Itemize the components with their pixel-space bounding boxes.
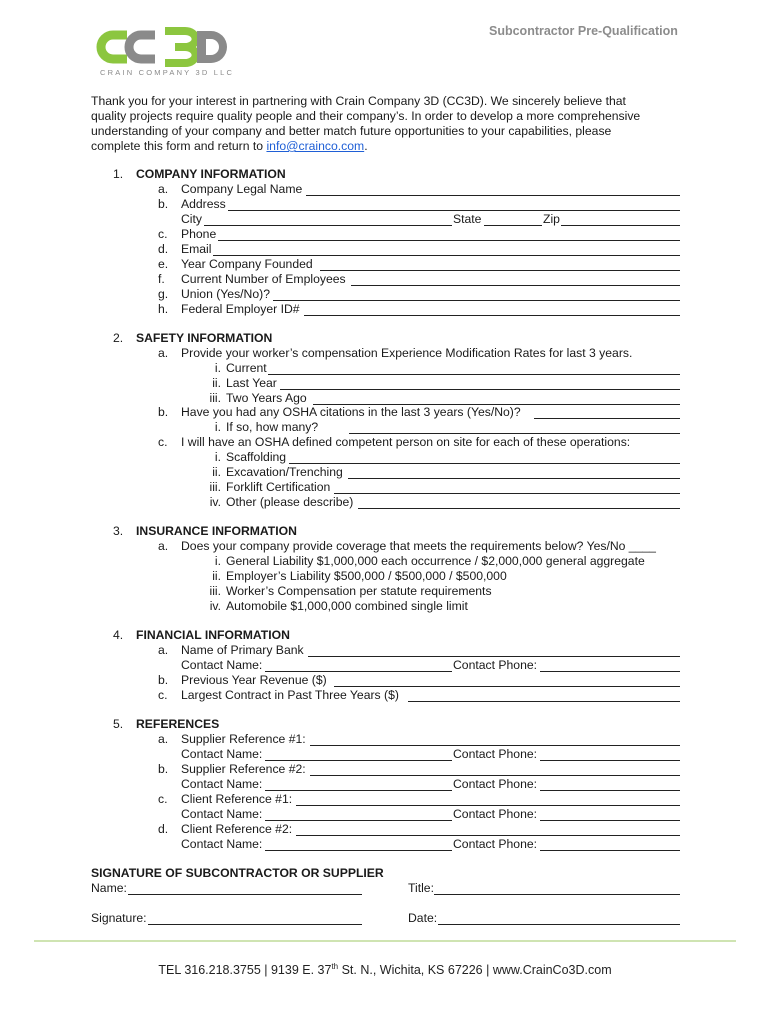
- item-marker: iv.: [209, 495, 221, 509]
- scaffolding-label: Scaffolding: [226, 450, 287, 464]
- client-1-contact-name-field[interactable]: [265, 820, 452, 821]
- workers-comp-text: Worker’s Compensation per statute requirements: [226, 584, 492, 598]
- emr-two-years-label: Two Years Ago: [226, 391, 307, 405]
- contact-phone-label: Contact Phone:: [453, 747, 538, 761]
- item-marker: b.: [158, 673, 169, 687]
- phone-field[interactable]: [218, 240, 680, 241]
- section-4-title: FINANCIAL INFORMATION: [136, 628, 290, 642]
- item-marker: d.: [158, 822, 169, 836]
- general-liability-text: General Liability $1,000,000 each occurrence / $2,000,000 general aggregate: [226, 554, 645, 568]
- supplier-1-contact-name-field[interactable]: [265, 760, 452, 761]
- item-marker: b.: [158, 197, 169, 211]
- signature-field[interactable]: [148, 924, 362, 925]
- contact-phone-label: Contact Phone:: [453, 658, 538, 672]
- item-marker: c.: [158, 435, 168, 449]
- automobile-text: Automobile $1,000,000 combined single limit: [226, 599, 468, 613]
- contact-name-label: Contact Name:: [181, 777, 263, 791]
- client-1-contact-phone-field[interactable]: [540, 820, 680, 821]
- section-3-number: 3.: [113, 524, 124, 538]
- item-marker: b.: [158, 762, 169, 776]
- contact-name-label: Contact Name:: [181, 747, 263, 761]
- item-marker: c.: [158, 227, 168, 241]
- other-field[interactable]: [358, 508, 680, 509]
- title-label: Title:: [408, 881, 434, 895]
- contact-phone-label: Contact Phone:: [453, 807, 538, 821]
- city-field[interactable]: [204, 225, 452, 226]
- email-link[interactable]: info@crainco.com: [266, 139, 365, 153]
- item-marker: g.: [158, 287, 169, 301]
- largest-contract-field[interactable]: [408, 701, 680, 702]
- federal-id-field[interactable]: [304, 315, 680, 316]
- supplier-ref-1-label: Supplier Reference #1:: [181, 732, 306, 746]
- emr-current-field[interactable]: [268, 374, 680, 375]
- contact-name-label: Contact Name:: [181, 837, 263, 851]
- client-ref-2-label: Client Reference #2:: [181, 822, 293, 836]
- item-marker: iv.: [209, 599, 221, 613]
- item-marker: i.: [214, 361, 221, 375]
- document-title: Subcontractor Pre-Qualification: [489, 24, 678, 38]
- other-label: Other (please describe): [226, 495, 354, 509]
- section-4-number: 4.: [113, 628, 124, 642]
- item-marker: c.: [158, 688, 168, 702]
- intro-paragraph: [91, 94, 691, 154]
- emr-last-year-field[interactable]: [280, 389, 680, 390]
- item-marker: i.: [214, 554, 221, 568]
- signature-heading: SIGNATURE OF SUBCONTRACTOR OR SUPPLIER: [91, 866, 384, 880]
- zip-label: Zip: [543, 212, 560, 226]
- item-marker: d.: [158, 242, 169, 256]
- intro-line: understanding of your company and better match future opportunities to your capabilities, please: [91, 124, 612, 138]
- footer-contact: TEL 316.218.3755 | 9139 E. 37th St. N., Wichita, KS 67226 | www.CrainCo3D.com: [158, 962, 612, 978]
- client-ref-1-label: Client Reference #1:: [181, 792, 293, 806]
- supplier-2-contact-phone-field[interactable]: [540, 790, 680, 791]
- section-5-number: 5.: [113, 717, 124, 731]
- supplier-2-contact-name-field[interactable]: [265, 790, 452, 791]
- section-5-title: REFERENCES: [136, 717, 220, 731]
- signer-title-field[interactable]: [434, 894, 680, 895]
- date-label: Date:: [408, 911, 438, 925]
- item-marker: iii.: [209, 480, 221, 494]
- footer-divider: [34, 940, 736, 942]
- date-field[interactable]: [438, 924, 680, 925]
- osha-citations-field[interactable]: [534, 418, 680, 419]
- primary-bank-label: Name of Primary Bank: [181, 643, 304, 657]
- signature-label: Signature:: [91, 911, 147, 925]
- email-label: Email: [181, 242, 212, 256]
- item-marker: a.: [158, 346, 169, 360]
- bank-contact-name-field[interactable]: [265, 671, 452, 672]
- state-field[interactable]: [484, 225, 542, 226]
- client-ref-1-field[interactable]: [296, 805, 680, 806]
- company-legal-name-field[interactable]: [306, 195, 680, 196]
- email-field[interactable]: [213, 255, 680, 256]
- intro-line: quality projects require quality people and their company’s. In order to develop a more comprehensive: [91, 109, 641, 123]
- forklift-field[interactable]: [334, 493, 680, 494]
- supplier-1-contact-phone-field[interactable]: [540, 760, 680, 761]
- revenue-field[interactable]: [334, 686, 680, 687]
- forklift-label: Forklift Certification: [226, 480, 331, 494]
- emr-current-label: Current: [226, 361, 267, 375]
- item-marker: ii.: [212, 465, 221, 479]
- item-marker: ii.: [212, 569, 221, 583]
- item-marker: h.: [158, 302, 169, 316]
- address-field[interactable]: [228, 210, 680, 211]
- section-2-number: 2.: [113, 331, 124, 345]
- osha-citations-label: Have you had any OSHA citations in the last 3 years (Yes/No)?: [181, 405, 521, 419]
- union-label: Union (Yes/No)?: [181, 287, 270, 301]
- client-ref-2-field[interactable]: [296, 835, 680, 836]
- intro-line: complete this form and return to info@crainco.com.: [91, 139, 368, 153]
- item-marker: e.: [158, 257, 169, 271]
- item-marker: i.: [214, 420, 221, 434]
- employees-field[interactable]: [351, 285, 680, 286]
- competent-person-label: I will have an OSHA defined competent person on site for each of these operations:: [181, 435, 631, 449]
- union-field[interactable]: [273, 300, 680, 301]
- bank-contact-phone-field[interactable]: [540, 671, 680, 672]
- employers-liability-text: Employer’s Liability $500,000 / $500,000 / $500,000: [226, 569, 507, 583]
- address-label: Address: [181, 197, 226, 211]
- citations-count-field[interactable]: [349, 433, 680, 434]
- item-marker: a.: [158, 643, 169, 657]
- state-label: State: [453, 212, 482, 226]
- signer-name-field[interactable]: [128, 894, 362, 895]
- city-label: City: [181, 212, 202, 226]
- emr-question: Provide your worker’s compensation Experience Modification Rates for last 3 years.: [181, 346, 633, 360]
- item-marker: a.: [158, 539, 169, 553]
- section-1-title: COMPANY INFORMATION: [136, 167, 286, 181]
- revenue-label: Previous Year Revenue ($): [181, 673, 327, 687]
- supplier-ref-2-field[interactable]: [310, 775, 680, 776]
- zip-field[interactable]: [561, 225, 680, 226]
- section-3-title: INSURANCE INFORMATION: [136, 524, 297, 538]
- item-marker: a.: [158, 732, 169, 746]
- phone-label: Phone: [181, 227, 217, 241]
- item-marker: iii.: [209, 584, 221, 598]
- item-marker: f.: [158, 272, 165, 286]
- contact-phone-label: Contact Phone:: [453, 777, 538, 791]
- contact-phone-label: Contact Phone:: [453, 837, 538, 851]
- supplier-ref-2-label: Supplier Reference #2:: [181, 762, 306, 776]
- scaffolding-field[interactable]: [289, 463, 680, 464]
- primary-bank-field[interactable]: [308, 656, 680, 657]
- section-1-number: 1.: [113, 167, 124, 181]
- emr-last-year-label: Last Year: [226, 376, 277, 390]
- intro-line: Thank you for your interest in partnering with Crain Company 3D (CC3D). We sincerely believe that: [91, 94, 626, 108]
- company-legal-name-label: Company Legal Name: [181, 182, 303, 196]
- coverage-question: Does your company provide coverage that meets the requirements below? Yes/No ____: [181, 539, 656, 553]
- excavation-field[interactable]: [348, 478, 680, 479]
- item-marker: a.: [158, 182, 169, 196]
- federal-id-label: Federal Employer ID#: [181, 302, 300, 316]
- supplier-ref-1-field[interactable]: [310, 745, 680, 746]
- excavation-label: Excavation/Trenching: [226, 465, 343, 479]
- year-founded-label: Year Company Founded: [181, 257, 313, 271]
- year-founded-field[interactable]: [320, 270, 680, 271]
- citations-count-label: If so, how many?: [226, 420, 319, 434]
- contact-name-label: Contact Name:: [181, 658, 263, 672]
- name-label: Name:: [91, 881, 127, 895]
- employees-label: Current Number of Employees: [181, 272, 346, 286]
- client-2-contact-phone-field[interactable]: [540, 850, 680, 851]
- section-2-title: SAFETY INFORMATION: [136, 331, 273, 345]
- item-marker: iii.: [209, 391, 221, 405]
- logo-subtext: CRAIN COMPANY 3D LLC: [100, 68, 235, 77]
- item-marker: i.: [214, 450, 221, 464]
- item-marker: ii.: [212, 376, 221, 390]
- item-marker: b.: [158, 405, 169, 419]
- largest-contract-label: Largest Contract in Past Three Years ($): [181, 688, 399, 702]
- client-2-contact-name-field[interactable]: [265, 850, 452, 851]
- item-marker: c.: [158, 792, 168, 806]
- contact-name-label: Contact Name:: [181, 807, 263, 821]
